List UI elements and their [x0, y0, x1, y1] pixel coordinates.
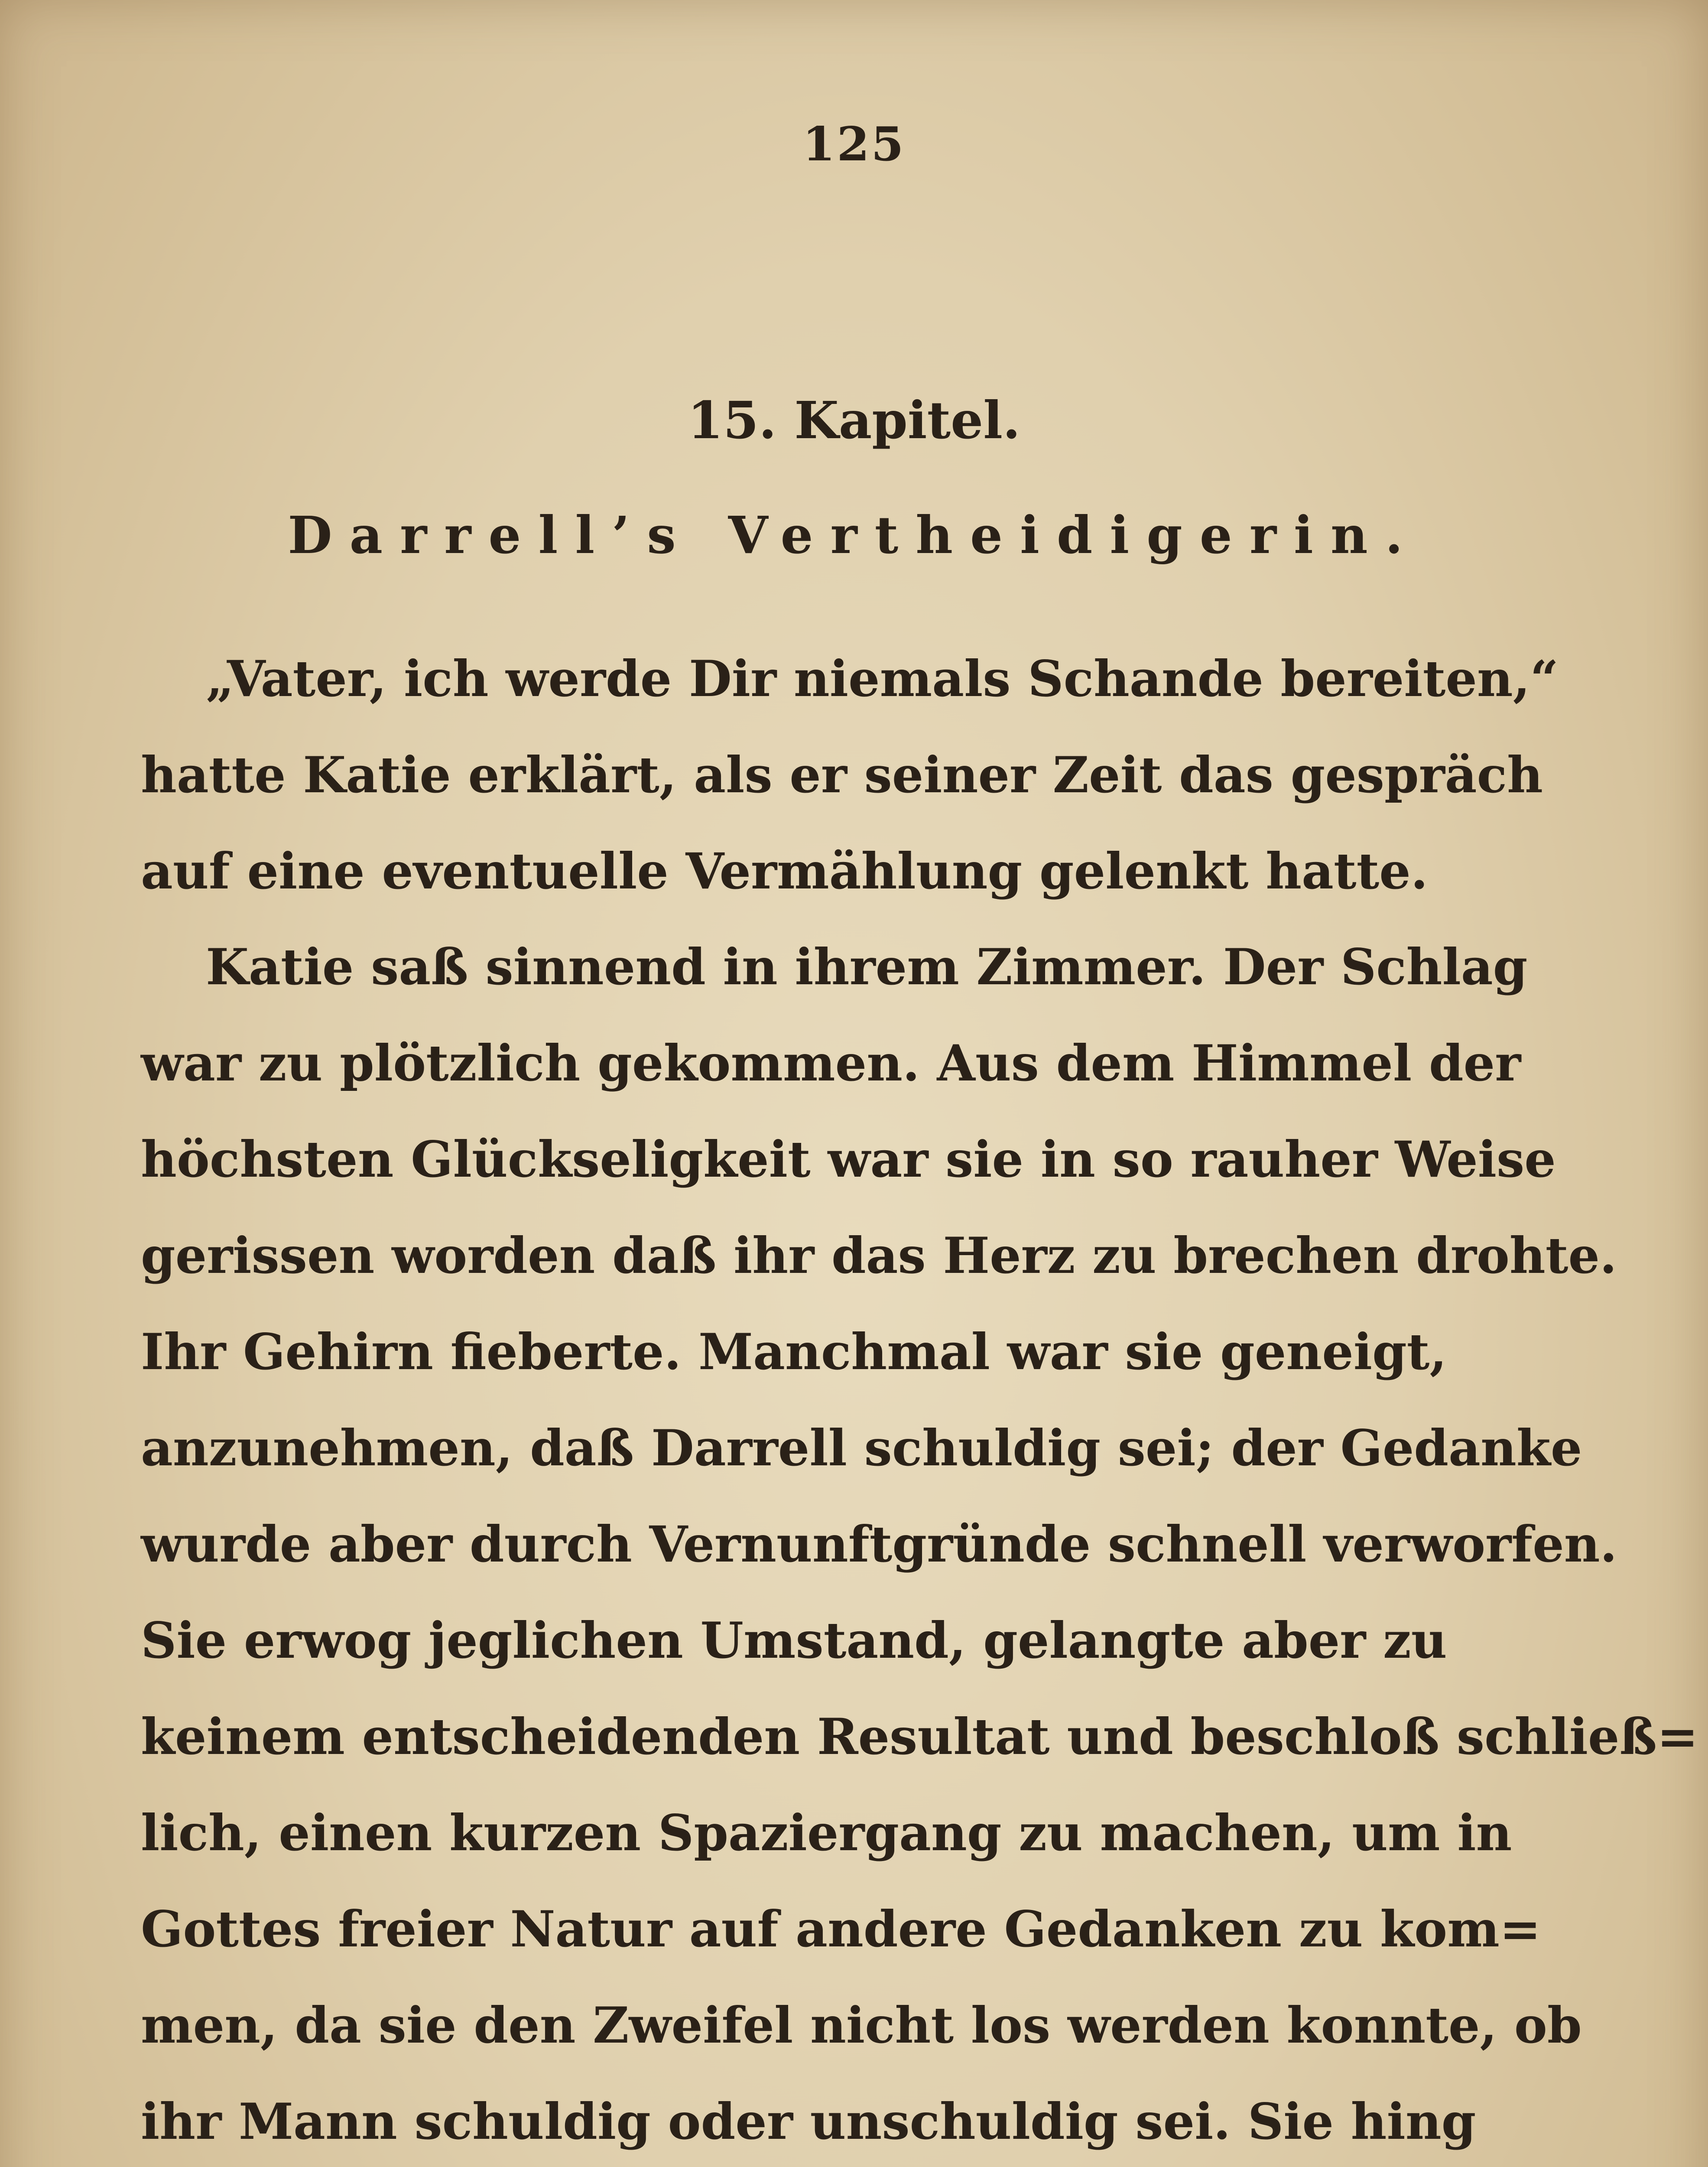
text-line: Katie saß sinnend in ihrem Zimmer. Der Schlag: [206, 938, 1528, 996]
page-number: 125: [802, 117, 906, 172]
text-line: lich, einen kurzen Spaziergang zu machen, um in: [141, 1804, 1512, 1862]
text-line: höchsten Glückseligkeit war sie in so rauher Weise: [141, 1130, 1556, 1188]
text-line: ihr Mann schuldig oder unschuldig sei. Sie hing: [141, 2092, 1476, 2151]
chapter-number: 15. Kapitel.: [687, 390, 1021, 450]
text-line: war zu plötzlich gekommen. Aus dem Himmel der: [141, 1034, 1521, 1092]
text-line: anzunehmen, daß Darrell schuldig sei; der Gedanke: [141, 1419, 1582, 1477]
text-line: men, da sie den Zweifel nicht los werden konnte, ob: [141, 1996, 1582, 2054]
text-line: auf eine eventuelle Vermählung gelenkt hatte.: [141, 842, 1428, 900]
paragraph-2: [141, 919, 1698, 2167]
text-line: Ihr Gehirn fieberte. Manchmal war sie geneigt,: [141, 1323, 1447, 1381]
paragraph-1: [141, 631, 1559, 919]
text-line: hatte Katie erklärt, als er seiner Zeit das gespräch: [141, 746, 1543, 804]
text-line: keinem entscheidenden Resultat und beschloß schließ=: [141, 1708, 1698, 1766]
text-line: gerissen worden daß ihr das Herz zu brechen drohte.: [141, 1227, 1617, 1285]
chapter-title: Darrell’s Vertheidigerin.: [288, 505, 1420, 565]
text-line: „Vater, ich werde Dir niemals Schande bereiten,“: [206, 650, 1559, 708]
text-line: wurde aber durch Vernunftgründe schnell verworfen.: [141, 1515, 1617, 1573]
text-line: Gottes freier Natur auf andere Gedanken zu kom=: [141, 1900, 1541, 1958]
text-line: Sie erwog jeglichen Umstand, gelangte aber zu: [141, 1611, 1447, 1669]
